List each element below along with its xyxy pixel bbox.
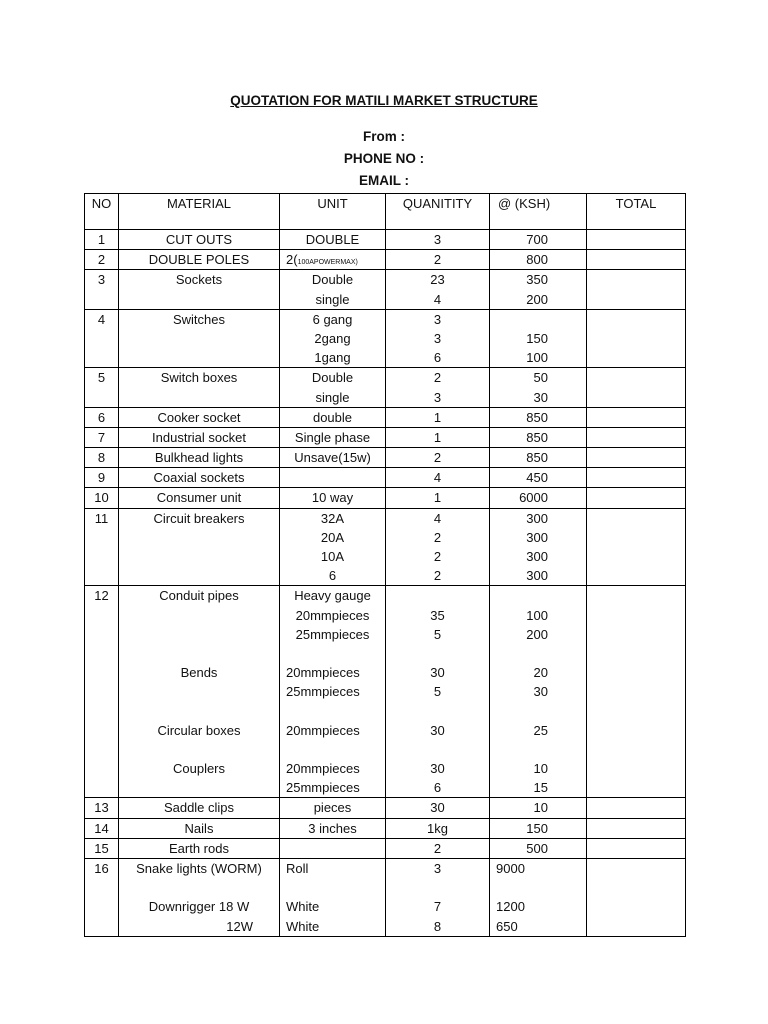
quantity-cell bbox=[386, 838, 490, 858]
quantity-cell bbox=[386, 368, 490, 407]
price-cell bbox=[490, 586, 587, 798]
material-text: Nails bbox=[184, 820, 214, 836]
row-number-text: 12 bbox=[94, 588, 109, 604]
price-text bbox=[490, 310, 548, 329]
row-number bbox=[85, 468, 119, 488]
quantity-text: 30 bbox=[430, 665, 445, 681]
price-text: 10 bbox=[533, 761, 548, 777]
row-number bbox=[85, 427, 119, 447]
material-text: Downrigger 18 W bbox=[148, 899, 250, 915]
price-text bbox=[496, 878, 586, 897]
quantity-text: 5 bbox=[433, 684, 442, 700]
total-cell bbox=[587, 586, 686, 798]
total-text bbox=[587, 270, 685, 289]
quantity-text bbox=[386, 740, 489, 759]
row-number-text: 13 bbox=[94, 800, 109, 816]
unit-text: 10 way bbox=[311, 490, 354, 506]
unit-small-text: 100APOWERMAX) bbox=[297, 259, 358, 267]
unit-text: pieces bbox=[313, 800, 352, 816]
total-text bbox=[587, 798, 685, 817]
total-text bbox=[587, 839, 685, 858]
quantity-cell bbox=[386, 407, 490, 427]
unit-cell bbox=[280, 798, 386, 818]
total-text bbox=[587, 859, 685, 878]
quantity-cell bbox=[386, 468, 490, 488]
material-text: Circular boxes bbox=[157, 722, 241, 738]
quantity-text: 4 bbox=[433, 291, 442, 307]
price-cell bbox=[490, 270, 587, 309]
quantity-text: 3 bbox=[433, 861, 442, 876]
price-cell bbox=[490, 468, 587, 488]
quantity-text: 1 bbox=[433, 429, 442, 445]
quantity-text: 30 bbox=[430, 800, 445, 816]
material-cell bbox=[119, 798, 280, 818]
total-text bbox=[587, 509, 685, 528]
price-text: 800 bbox=[526, 252, 548, 268]
price-text: 500 bbox=[526, 840, 548, 856]
email-label: EMAIL : bbox=[359, 173, 409, 188]
unit-text bbox=[280, 740, 385, 759]
unit-text: Double bbox=[311, 272, 354, 288]
price-text: 15 bbox=[533, 780, 548, 796]
unit-text: 20mmpieces bbox=[286, 665, 360, 681]
material-text: Bulkhead lights bbox=[154, 450, 244, 466]
material-cell bbox=[119, 230, 280, 250]
total-text bbox=[587, 428, 685, 447]
material-cell bbox=[119, 508, 280, 586]
row-number-text: 9 bbox=[97, 470, 106, 486]
row-number bbox=[85, 250, 119, 270]
table-row bbox=[85, 368, 686, 407]
quantity-cell bbox=[386, 427, 490, 447]
table-row bbox=[85, 448, 686, 468]
price-text: 100 bbox=[526, 607, 548, 623]
quantity-cell bbox=[386, 508, 490, 586]
quantity-text: 7 bbox=[433, 899, 442, 915]
unit-main-text: 2( bbox=[286, 252, 298, 268]
unit-cell bbox=[280, 448, 386, 468]
unit-text: Single phase bbox=[294, 429, 371, 445]
total-text bbox=[587, 250, 685, 269]
material-cell bbox=[119, 468, 280, 488]
price-text bbox=[490, 740, 548, 759]
quantity-text: 4 bbox=[433, 470, 442, 486]
material-cell bbox=[119, 818, 280, 838]
unit-cell bbox=[280, 488, 386, 508]
material-cell bbox=[119, 250, 280, 270]
unit-text: single bbox=[315, 389, 350, 405]
material-text: Switch boxes bbox=[160, 370, 238, 386]
quantity-text: 2 bbox=[433, 529, 442, 545]
row-number bbox=[85, 838, 119, 858]
quantity-text: 2 bbox=[433, 450, 442, 466]
quantity-cell bbox=[386, 309, 490, 368]
price-cell bbox=[490, 407, 587, 427]
quantity-text: 3 bbox=[433, 389, 442, 405]
unit-text: Heavy gauge bbox=[294, 588, 371, 604]
unit-text: Double bbox=[311, 370, 354, 386]
unit-text: 20mmpieces bbox=[286, 761, 360, 777]
unit-cell bbox=[280, 586, 386, 798]
row-number bbox=[85, 309, 119, 368]
unit-text: 20mmpieces bbox=[295, 607, 370, 623]
table-row bbox=[85, 488, 686, 508]
material-cell bbox=[119, 407, 280, 427]
total-text bbox=[587, 230, 685, 249]
row-number-text: 4 bbox=[97, 311, 106, 327]
row-number bbox=[85, 818, 119, 838]
material-text bbox=[119, 702, 279, 721]
quantity-cell bbox=[386, 859, 490, 937]
total-text bbox=[587, 408, 685, 427]
price-text bbox=[490, 644, 548, 663]
unit-text: 10A bbox=[320, 549, 345, 564]
row-number-text: 15 bbox=[94, 840, 109, 856]
quantity-text: 5 bbox=[433, 626, 442, 642]
material-text bbox=[119, 778, 279, 797]
material-cell bbox=[119, 838, 280, 858]
unit-cell bbox=[280, 250, 386, 270]
material-text: Couplers bbox=[172, 761, 226, 777]
total-cell bbox=[587, 309, 686, 368]
price-text: 200 bbox=[526, 626, 548, 642]
material-text: Bends bbox=[180, 665, 218, 681]
price-text: 850 bbox=[526, 450, 548, 466]
unit-text: 20A bbox=[320, 529, 345, 545]
row-number-text: 7 bbox=[97, 429, 106, 445]
material-text: DOUBLE POLES bbox=[148, 252, 250, 268]
unit-text bbox=[280, 644, 385, 663]
total-cell bbox=[587, 427, 686, 447]
price-text: 300 bbox=[526, 529, 548, 545]
material-cell bbox=[119, 448, 280, 468]
table-row bbox=[85, 586, 686, 798]
unit-text: 1gang bbox=[314, 350, 351, 366]
row-number-text: 5 bbox=[97, 370, 106, 386]
material-cell bbox=[119, 488, 280, 508]
price-cell bbox=[490, 448, 587, 468]
total-cell bbox=[587, 859, 686, 937]
price-text: 300 bbox=[526, 549, 548, 564]
price-text: 30 bbox=[533, 684, 548, 700]
price-text bbox=[490, 586, 548, 605]
price-text: 850 bbox=[526, 409, 548, 425]
total-cell bbox=[587, 250, 686, 270]
unit-cell bbox=[280, 230, 386, 250]
material-text: Snake lights (WORM) bbox=[136, 861, 262, 876]
row-number-text: 3 bbox=[97, 272, 106, 288]
quantity-cell bbox=[386, 818, 490, 838]
material-text bbox=[119, 740, 279, 759]
quantity-cell bbox=[386, 250, 490, 270]
price-text: 50 bbox=[533, 370, 548, 386]
unit-text: single bbox=[315, 291, 350, 307]
price-cell bbox=[490, 368, 587, 407]
quantity-text: 6 bbox=[433, 780, 442, 796]
price-text: 700 bbox=[526, 232, 548, 247]
unit-cell bbox=[280, 368, 386, 407]
material-text bbox=[119, 625, 279, 644]
unit-cell bbox=[280, 818, 386, 838]
material-text: Sockets bbox=[175, 272, 223, 288]
row-number-text: 10 bbox=[94, 490, 109, 506]
unit-text: 32A bbox=[320, 510, 345, 526]
unit-text: Roll bbox=[286, 861, 309, 876]
total-text bbox=[587, 819, 685, 838]
quantity-text: 3 bbox=[433, 330, 442, 346]
price-text: 30 bbox=[533, 389, 548, 405]
material-cell bbox=[119, 270, 280, 309]
total-cell bbox=[587, 508, 686, 586]
material-text bbox=[119, 878, 279, 897]
quantity-text: 2 bbox=[433, 568, 442, 584]
unit-cell bbox=[280, 427, 386, 447]
total-cell bbox=[587, 818, 686, 838]
price-text: 200 bbox=[526, 291, 548, 307]
row-number bbox=[85, 508, 119, 586]
price-cell bbox=[490, 427, 587, 447]
unit-text: double bbox=[312, 409, 353, 425]
unit-cell bbox=[280, 838, 386, 858]
total-cell bbox=[587, 368, 686, 407]
quantity-text: 2 bbox=[433, 549, 442, 564]
quantity-cell bbox=[386, 488, 490, 508]
unit-text: DOUBLE bbox=[305, 232, 360, 247]
quantity-text: 23 bbox=[430, 272, 445, 288]
table-row bbox=[85, 309, 686, 368]
total-cell bbox=[587, 798, 686, 818]
price-text: 10 bbox=[533, 800, 548, 816]
total-cell bbox=[587, 468, 686, 488]
unit-text: 3 inches bbox=[308, 820, 357, 836]
table-header-row bbox=[85, 194, 686, 230]
total-text bbox=[587, 488, 685, 507]
unit-cell bbox=[280, 859, 386, 937]
price-text: 350 bbox=[526, 272, 548, 288]
price-cell bbox=[490, 859, 587, 937]
row-number-text: 1 bbox=[97, 232, 106, 247]
price-text: 1200 bbox=[496, 899, 525, 915]
quantity-cell bbox=[386, 586, 490, 798]
quantity-cell bbox=[386, 798, 490, 818]
table-row bbox=[85, 230, 686, 250]
total-cell bbox=[587, 838, 686, 858]
price-text: 450 bbox=[526, 470, 548, 486]
unit-text: 25mmpieces bbox=[286, 780, 360, 796]
table-row bbox=[85, 407, 686, 427]
total-cell bbox=[587, 488, 686, 508]
unit-text: 2gang bbox=[314, 330, 351, 346]
unit-text bbox=[280, 250, 385, 269]
quantity-text bbox=[386, 586, 489, 605]
material-cell bbox=[119, 586, 280, 798]
row-number bbox=[85, 488, 119, 508]
row-number bbox=[85, 368, 119, 407]
price-text: 150 bbox=[526, 330, 548, 346]
table-row bbox=[85, 468, 686, 488]
material-cell bbox=[119, 859, 280, 937]
price-cell bbox=[490, 798, 587, 818]
material-text: Cooker socket bbox=[157, 409, 241, 425]
unit-text: 6 bbox=[328, 568, 337, 584]
price-text: 25 bbox=[533, 722, 548, 738]
header-material: MATERIAL bbox=[119, 194, 280, 230]
price-cell bbox=[490, 838, 587, 858]
row-number-text: 8 bbox=[97, 450, 106, 466]
quantity-text: 2 bbox=[433, 840, 442, 856]
row-number bbox=[85, 448, 119, 468]
header-unit: UNIT bbox=[280, 194, 386, 230]
price-text: 300 bbox=[526, 510, 548, 526]
quantity-text: 1 bbox=[433, 409, 442, 425]
quantity-text: 2 bbox=[433, 252, 442, 268]
unit-text: 25mmpieces bbox=[295, 626, 370, 642]
price-text bbox=[490, 702, 548, 721]
row-number-text: 2 bbox=[97, 252, 106, 268]
price-cell bbox=[490, 818, 587, 838]
quantity-text: 3 bbox=[433, 311, 442, 327]
total-text bbox=[587, 586, 685, 605]
price-cell bbox=[490, 309, 587, 368]
total-cell bbox=[587, 448, 686, 468]
unit-text bbox=[286, 878, 385, 897]
header-total: TOTAL bbox=[587, 194, 686, 230]
unit-text: 6 gang bbox=[312, 311, 353, 327]
row-number bbox=[85, 270, 119, 309]
price-cell bbox=[490, 508, 587, 586]
unit-cell bbox=[280, 407, 386, 427]
quantity-text: 35 bbox=[430, 607, 445, 623]
price-text: 850 bbox=[526, 429, 548, 445]
quantity-cell bbox=[386, 448, 490, 468]
unit-text bbox=[280, 839, 385, 858]
row-number bbox=[85, 798, 119, 818]
total-cell bbox=[587, 230, 686, 250]
unit-cell bbox=[280, 468, 386, 488]
material-text: Saddle clips bbox=[163, 800, 235, 816]
row-number-text: 14 bbox=[94, 820, 109, 836]
phone-label: PHONE NO : bbox=[343, 151, 425, 166]
table-row bbox=[85, 838, 686, 858]
quantity-text: 1 bbox=[433, 490, 442, 506]
unit-cell bbox=[280, 309, 386, 368]
price-text: 650 bbox=[496, 918, 518, 934]
row-number bbox=[85, 586, 119, 798]
material-cell bbox=[119, 427, 280, 447]
unit-text: White bbox=[286, 899, 320, 915]
material-text: Industrial socket bbox=[152, 429, 246, 445]
row-number bbox=[85, 859, 119, 937]
quantity-text bbox=[386, 702, 489, 721]
total-cell bbox=[587, 270, 686, 309]
header-no: NO bbox=[85, 194, 119, 230]
price-text: 6000 bbox=[519, 490, 548, 506]
header-quantity: QUANITITY bbox=[386, 194, 490, 230]
price-text: 150 bbox=[526, 820, 548, 836]
quantity-text: 3 bbox=[433, 232, 442, 247]
material-text: Conduit pipes bbox=[159, 588, 239, 604]
material-text: Coaxial sockets bbox=[153, 470, 245, 486]
table-row bbox=[85, 798, 686, 818]
table-row bbox=[85, 859, 686, 937]
row-number-text: 6 bbox=[97, 409, 106, 425]
row-number-text: 11 bbox=[94, 510, 109, 526]
price-cell bbox=[490, 250, 587, 270]
table-row bbox=[85, 427, 686, 447]
material-text: 12W bbox=[226, 918, 253, 934]
total-text bbox=[587, 468, 685, 487]
quantity-cell bbox=[386, 230, 490, 250]
table-row bbox=[85, 508, 686, 586]
material-text bbox=[119, 606, 279, 625]
price-cell bbox=[490, 230, 587, 250]
quantity-text: 8 bbox=[433, 918, 442, 934]
material-cell bbox=[119, 309, 280, 368]
row-number bbox=[85, 230, 119, 250]
row-number bbox=[85, 407, 119, 427]
table-row bbox=[85, 250, 686, 270]
quantity-text bbox=[386, 878, 489, 897]
total-text bbox=[587, 368, 685, 387]
total-cell bbox=[587, 407, 686, 427]
unit-text: 20mmpieces bbox=[286, 722, 360, 738]
from-label: From : bbox=[363, 129, 405, 144]
table-row bbox=[85, 818, 686, 838]
material-text: Earth rods bbox=[169, 840, 229, 856]
document-title: QUOTATION FOR MATILI MARKET STRUCTURE bbox=[230, 93, 538, 108]
price-text: 20 bbox=[533, 665, 548, 681]
material-text: Circuit breakers bbox=[153, 510, 245, 526]
quantity-text: 30 bbox=[430, 722, 445, 738]
unit-text: White bbox=[286, 918, 320, 934]
total-text bbox=[587, 310, 685, 329]
row-number-text: 16 bbox=[94, 861, 109, 876]
total-text bbox=[587, 448, 685, 467]
material-text: Consumer unit bbox=[156, 490, 242, 506]
quotation-table bbox=[84, 193, 686, 937]
unit-text bbox=[280, 702, 385, 721]
quantity-text: 30 bbox=[430, 761, 445, 777]
price-text: 100 bbox=[526, 350, 548, 366]
quantity-text: 2 bbox=[433, 370, 442, 386]
quantity-text bbox=[386, 644, 489, 663]
quantity-text: 1kg bbox=[427, 820, 448, 836]
material-cell bbox=[119, 368, 280, 407]
price-text: 300 bbox=[526, 568, 548, 584]
price-cell bbox=[490, 488, 587, 508]
table-row bbox=[85, 270, 686, 309]
material-text: CUT OUTS bbox=[165, 232, 233, 247]
material-text bbox=[119, 644, 279, 663]
unit-cell bbox=[280, 270, 386, 309]
unit-text bbox=[280, 468, 385, 487]
unit-cell bbox=[280, 508, 386, 586]
material-text bbox=[119, 682, 279, 701]
price-text: 9000 bbox=[496, 861, 525, 876]
quantity-cell bbox=[386, 270, 490, 309]
unit-text: 25mmpieces bbox=[286, 684, 360, 700]
quantity-text: 6 bbox=[433, 350, 442, 366]
unit-text: Unsave(15w) bbox=[294, 450, 371, 466]
header-price: @ (KSH) bbox=[490, 194, 587, 230]
material-text: Switches bbox=[172, 311, 226, 327]
quantity-text: 4 bbox=[433, 510, 442, 526]
